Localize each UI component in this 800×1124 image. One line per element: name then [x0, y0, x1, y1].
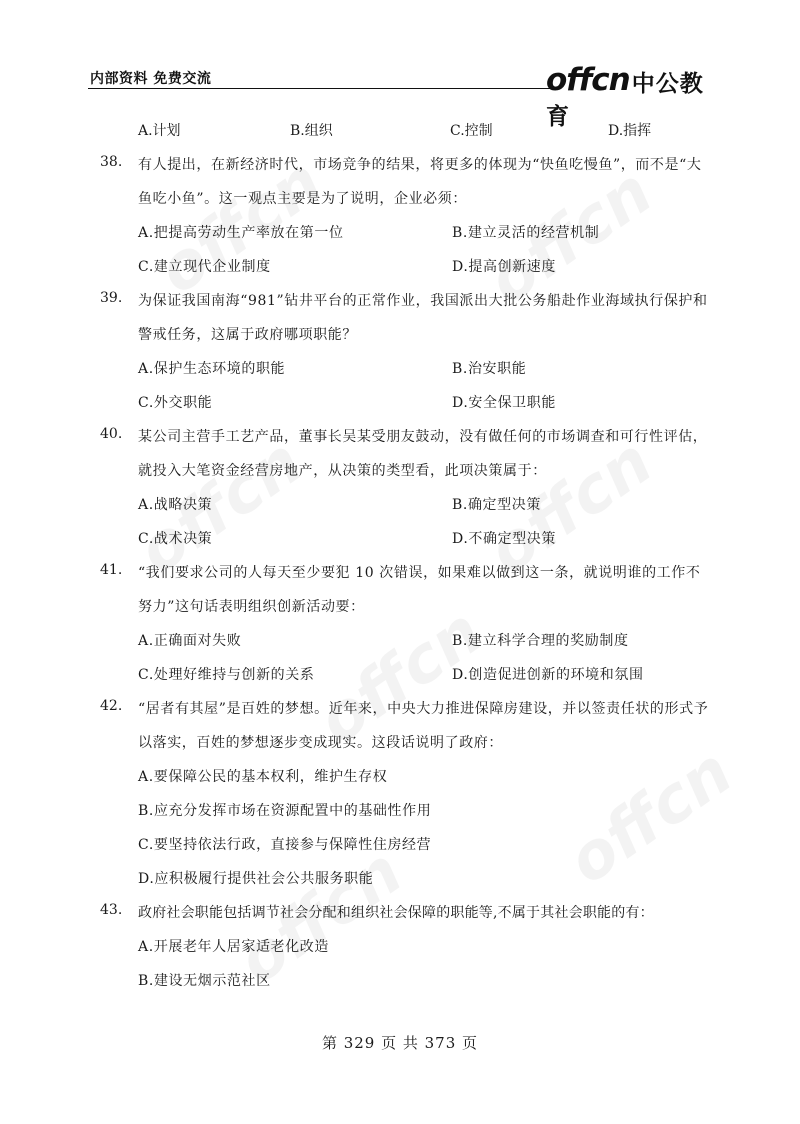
- option-b: B.治安职能: [452, 361, 527, 377]
- option-grid: [138, 624, 712, 692]
- option-d: D.指挥: [608, 123, 652, 139]
- option-list: [138, 760, 712, 896]
- question-stem: 有人提出，在新经济时代，市场竞争的结果，将更多的体现为“快鱼吃慢鱼”，而不是“大鱼吃小鱼”。这一观点主要是为了说明，企业必须：: [138, 157, 702, 207]
- header-label: 内部资料 免费交流: [90, 71, 212, 87]
- question-43: [100, 896, 712, 998]
- question-stem: “我们要求公司的人每天至少要犯 10 次错误，如果难以做到这一条，就说明谁的工作不努力”这句话表明组织创新活动要：: [138, 565, 701, 615]
- option-d: D.应积极履行提供社会公共服务职能: [138, 871, 374, 887]
- option-d: D.安全保卫职能: [452, 395, 556, 411]
- question-number: 40.: [100, 426, 123, 442]
- question-stem: 为保证我国南海“981”钻井平台的正常作业，我国派出大批公务船赴作业海域执行保护和警戒任务，这属于政府哪项职能？: [138, 293, 708, 343]
- offcn-logo: [546, 62, 710, 130]
- logo-latin-text: offcn: [546, 62, 630, 98]
- question-stem: 某公司主营手工艺产品，董事长吴某受朋友鼓动，没有做任何的市场调查和可行性评估，就投入大笔资金经营房地产，从决策的类型看，此项决策属于：: [138, 429, 708, 479]
- question-number: 43.: [100, 902, 123, 918]
- previous-question-options: [100, 114, 712, 148]
- option-c: C.控制: [450, 123, 493, 139]
- option-b: B.确定型决策: [452, 497, 541, 513]
- question-number: 42.: [100, 698, 123, 714]
- page-number: 第 329 页 共 373 页: [321, 1034, 479, 1052]
- option-c: C.建立现代企业制度: [138, 259, 271, 275]
- question-number: 38.: [100, 154, 123, 170]
- option-a: A.正确面对失败: [138, 633, 242, 649]
- option-b: B.建立灵活的经营机制: [452, 225, 600, 241]
- option-d: D.不确定型决策: [452, 531, 556, 547]
- option-a: A.开展老年人居家适老化改造: [138, 939, 329, 955]
- option-c: C.要坚持依法行政，直接参与保障性住房经营: [138, 837, 432, 853]
- option-list: [138, 930, 712, 998]
- question-stem: “居者有其屋”是百姓的梦想。近年来，中央大力推进保障房建设，并以签责任状的形式予以落实，百姓的梦想逐步变成现实。这段话说明了政府：: [138, 701, 709, 751]
- question-stem: 政府社会职能包括调节社会分配和组织社会保障的职能等,不属于其社会职能的有：: [138, 905, 654, 921]
- question-42: [100, 692, 712, 896]
- question-list: [100, 114, 712, 998]
- option-c: C.外交职能: [138, 395, 213, 411]
- question-41: [100, 556, 712, 692]
- option-a: A.战略决策: [138, 497, 213, 513]
- option-a: A.计划: [138, 123, 181, 139]
- page-header: [88, 60, 710, 130]
- option-a: A.保护生态环境的职能: [138, 361, 286, 377]
- option-d: D.提高创新速度: [452, 259, 556, 275]
- option-b: B.建立科学合理的奖励制度: [452, 633, 629, 649]
- option-grid: [138, 216, 712, 284]
- logo-chinese-text: 中公教育: [546, 71, 704, 130]
- question-40: [100, 420, 712, 556]
- option-a: A.把提高劳动生产率放在第一位: [138, 225, 344, 241]
- question-39: [100, 284, 712, 420]
- option-c: C.战术决策: [138, 531, 213, 547]
- option-grid: [138, 352, 712, 420]
- option-c: C.处理好维持与创新的关系: [138, 667, 315, 683]
- option-b: B.组织: [290, 123, 333, 139]
- option-grid: [138, 488, 712, 556]
- question-number: 39.: [100, 290, 123, 306]
- option-b: B.建设无烟示范社区: [138, 973, 271, 989]
- option-d: D.创造促进创新的环境和氛围: [452, 667, 644, 683]
- question-38: [100, 148, 712, 284]
- option-a: A.要保障公民的基本权利，维护生存权: [138, 769, 388, 785]
- header-rule: [88, 88, 550, 89]
- option-b: B.应充分发挥市场在资源配置中的基础性作用: [138, 803, 432, 819]
- question-number: 41.: [100, 562, 123, 578]
